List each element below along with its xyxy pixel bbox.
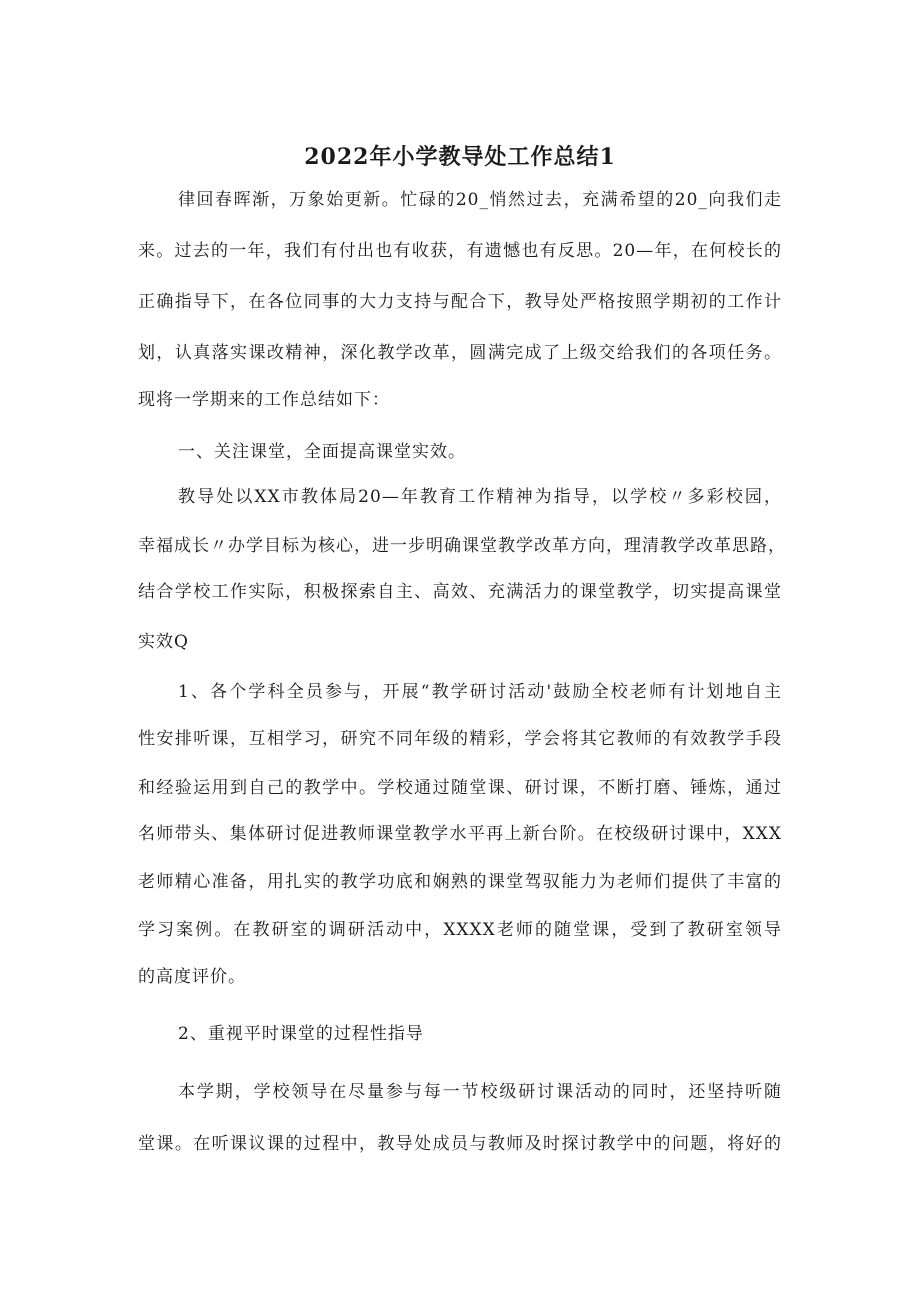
section-heading: 2、重视平时课堂的过程性指导: [178, 1024, 424, 1044]
paragraph-line: 来。过去的一年，我们有付出也有收获，有遗憾也有反思。20—年，在何校长的: [138, 241, 782, 261]
paragraph-line: 律回春晖渐，万象始更新。忙碌的20_悄然过去，充满希望的20_向我们走: [178, 190, 782, 210]
paragraph-line: 名师带头、集体研讨促进教师课堂教学水平再上新台阶。在校级研讨课中，XXX: [138, 824, 782, 844]
paragraph-line: 划，认真落实课改精神，深化教学改革，圆满完成了上级交给我们的各项任务。: [138, 343, 782, 363]
section-heading: 一、关注课堂，全面提高课堂实效。: [178, 442, 466, 462]
paragraph-line: 性安排听课，互相学习，研究不同年级的精彩，学会将其它教师的有效教学手段: [138, 729, 782, 749]
paragraph-line: 1、各个学科全员参与，开展“教学研讨活动'鼓励全校老师有计划地自主: [178, 682, 782, 702]
paragraph-line: 堂课。在听课议课的过程中，教导处成员与教师及时探讨教学中的问题，将好的: [138, 1134, 782, 1154]
paragraph-line: 老师精心准备，用扎实的教学功底和娴熟的课堂驾驭能力为老师们提供了丰富的: [138, 872, 782, 892]
paragraph-line: 现将一学期来的工作总结如下：: [138, 390, 390, 410]
paragraph-line: 教导处以XX市教体局20—年教育工作精神为指导，以学校〃多彩校园，: [178, 487, 782, 507]
paragraph-line: 本学期，学校领导在尽量参与每一节校级研讨课活动的同时，还坚持听随: [178, 1082, 782, 1102]
document-title: 2022年小学教导处工作总结1: [304, 144, 616, 170]
paragraph-line: 和经验运用到自己的教学中。学校通过随堂课、研讨课，不断打磨、锤炼，通过: [138, 778, 782, 798]
paragraph-line: 幸福成长〃办学目标为核心，进一步明确课堂教学改革方向，理清教学改革思路，: [138, 536, 786, 556]
paragraph-line: 实效Q: [138, 632, 189, 652]
paragraph-line: 学习案例。在教研室的调研活动中，XXXX老师的随堂课，受到了教研室领导: [138, 920, 782, 940]
paragraph-line: 结合学校工作实际，积极探索自主、高效、充满活力的课堂教学，切实提高课堂: [138, 582, 782, 602]
paragraph-line: 的高度评价。: [138, 967, 246, 987]
paragraph-line: 正确指导下，在各位同事的大力支持与配合下，教导处严格按照学期初的工作计: [138, 292, 782, 312]
